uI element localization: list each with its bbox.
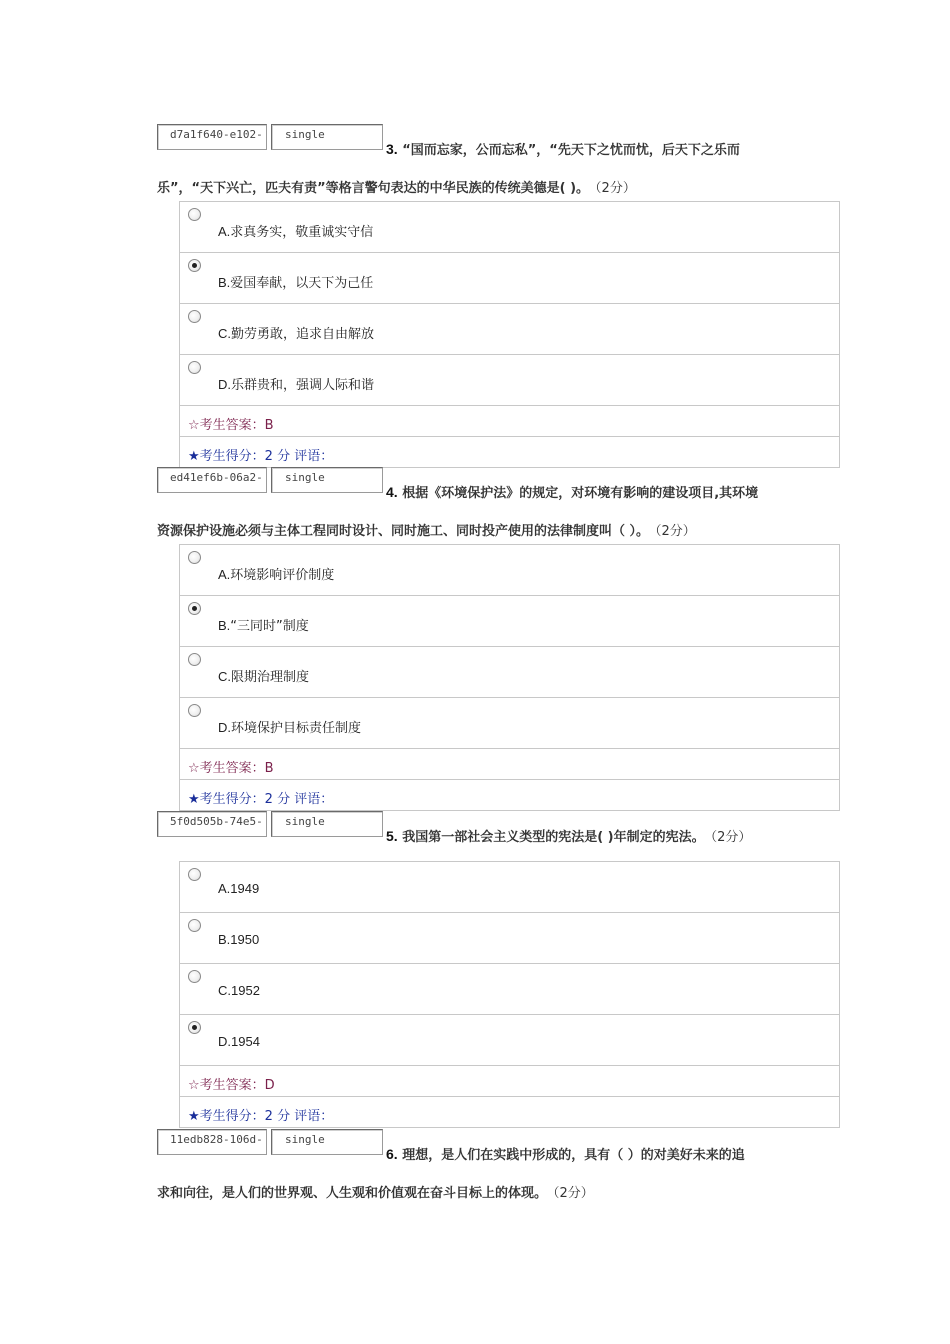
option-letter: C. [218,669,231,684]
radio-unchecked-icon[interactable] [188,653,201,666]
answer-value: B [264,761,274,776]
option-d[interactable] [180,1015,839,1066]
score-label: ★考生得分： [188,792,265,807]
score-value: 2 [264,792,273,807]
radio-checked-icon[interactable] [188,602,201,615]
score-suffix: 分 评语： [277,792,334,807]
answer-row [180,1066,839,1097]
question-type-field: single [271,811,383,837]
option-letter: A. [218,881,231,896]
radio-unchecked-icon[interactable] [188,310,201,323]
radio-unchecked-icon[interactable] [188,868,201,881]
radio-unchecked-icon[interactable] [188,704,201,717]
question-stem [386,482,758,501]
question-points: （2分） [595,181,636,196]
question-points: （2分） [553,1186,594,1201]
question-stem-continued [157,520,696,539]
question-stem-line2: 资源保护设施必须与主体工程同时设计、同时施工、同时投产使用的法律制度叫（ ）。 [157,524,650,539]
question-stem-line1: 我国第一部社会主义类型的宪法是( )年制定的宪法。 [402,830,705,845]
radio-checked-icon[interactable] [188,1021,201,1034]
question-stem [386,1144,745,1163]
score-row [180,437,839,468]
question-stem-continued [157,1182,594,1201]
option-c[interactable] [180,304,839,355]
question-id-field: 5f0d505b-74e5- [157,811,267,837]
radio-checked-icon[interactable] [188,259,201,272]
answer-row [180,406,839,437]
radio-unchecked-icon[interactable] [188,208,201,221]
option-letter: D. [218,720,231,735]
options-panel [179,861,840,1128]
option-letter: C. [218,326,231,341]
option-text: 1950 [230,932,260,947]
answer-value: D [264,1078,275,1093]
option-letter: A. [218,224,231,239]
score-row [180,1097,839,1128]
option-a[interactable] [180,545,839,596]
question-number: 4. [386,484,398,500]
option-text: 限期治理制度 [231,670,310,685]
question-type-field: single [271,467,383,493]
question-points: （2分） [710,830,752,845]
question-stem [386,826,751,845]
option-text: 乐群贵和，强调人际和谐 [231,378,375,393]
question-stem-continued [157,177,636,196]
score-suffix: 分 评语： [277,449,334,464]
answer-row [180,749,839,780]
option-text: 勤劳勇敢，追求自由解放 [231,327,375,342]
option-a[interactable] [180,202,839,253]
option-text: 1952 [231,983,260,998]
question-stem-line1: 根据《环境保护法》的规定，对环境有影响的建设项目,其环境 [402,486,759,501]
option-c[interactable] [180,964,839,1015]
question-points: （2分） [655,524,696,539]
options-panel [179,544,840,811]
question-stem-line1: “国而忘家，公而忘私”，“先天下之忧而忧，后天下之乐而 [402,143,740,158]
score-value: 2 [264,1109,273,1124]
question-number: 6. [386,1146,398,1162]
option-b[interactable] [180,913,839,964]
radio-unchecked-icon[interactable] [188,970,201,983]
score-label: ★考生得分： [188,449,265,464]
answer-label: ☆考生答案： [188,418,265,433]
radio-unchecked-icon[interactable] [188,361,201,374]
answer-value: B [264,418,274,433]
answer-label: ☆考生答案： [188,761,265,776]
option-text: 求真务实，敬重诚实守信 [230,225,374,240]
question-stem [386,139,740,158]
radio-unchecked-icon[interactable] [188,551,201,564]
option-text: 1949 [230,881,260,896]
option-b[interactable] [180,253,839,304]
option-letter: B. [218,932,231,947]
score-row [180,780,839,811]
option-letter: D. [218,377,231,392]
option-b[interactable] [180,596,839,647]
radio-unchecked-icon[interactable] [188,919,201,932]
score-value: 2 [264,449,273,464]
option-text: 1954 [231,1034,260,1049]
option-letter: C. [218,983,231,998]
option-letter: B. [218,618,231,633]
question-type-field: single [271,1129,383,1155]
option-a[interactable] [180,862,839,913]
question-number: 3. [386,141,398,157]
option-text: “三同时”制度 [230,619,309,634]
question-id-field: d7a1f640-e102- [157,124,267,150]
question-stem-line2: 乐”，“天下兴亡，匹夫有责”等格言警句表达的中华民族的传统美德是( )。 [157,181,590,196]
question-stem-line2: 求和向往，是人们的世界观、人生观和价值观在奋斗目标上的体现。 [157,1186,548,1201]
option-letter: D. [218,1034,231,1049]
options-panel [179,201,840,468]
question-id-field: 11edb828-106d- [157,1129,267,1155]
option-text: 环境影响评价制度 [230,568,335,583]
option-d[interactable] [180,698,839,749]
option-letter: B. [218,275,231,290]
option-letter: A. [218,567,231,582]
answer-label: ☆考生答案： [188,1078,265,1093]
score-suffix: 分 评语： [277,1109,334,1124]
option-text: 环境保护目标责任制度 [231,721,362,736]
question-id-field: ed41ef6b-06a2- [157,467,267,493]
question-number: 5. [386,828,398,844]
question-type-field: single [271,124,383,150]
option-text: 爱国奉献，以天下为己任 [230,276,374,291]
option-d[interactable] [180,355,839,406]
option-c[interactable] [180,647,839,698]
question-stem-line1: 理想，是人们在实践中形成的，具有（ ）的对美好未来的追 [402,1148,745,1163]
score-label: ★考生得分： [188,1109,265,1124]
